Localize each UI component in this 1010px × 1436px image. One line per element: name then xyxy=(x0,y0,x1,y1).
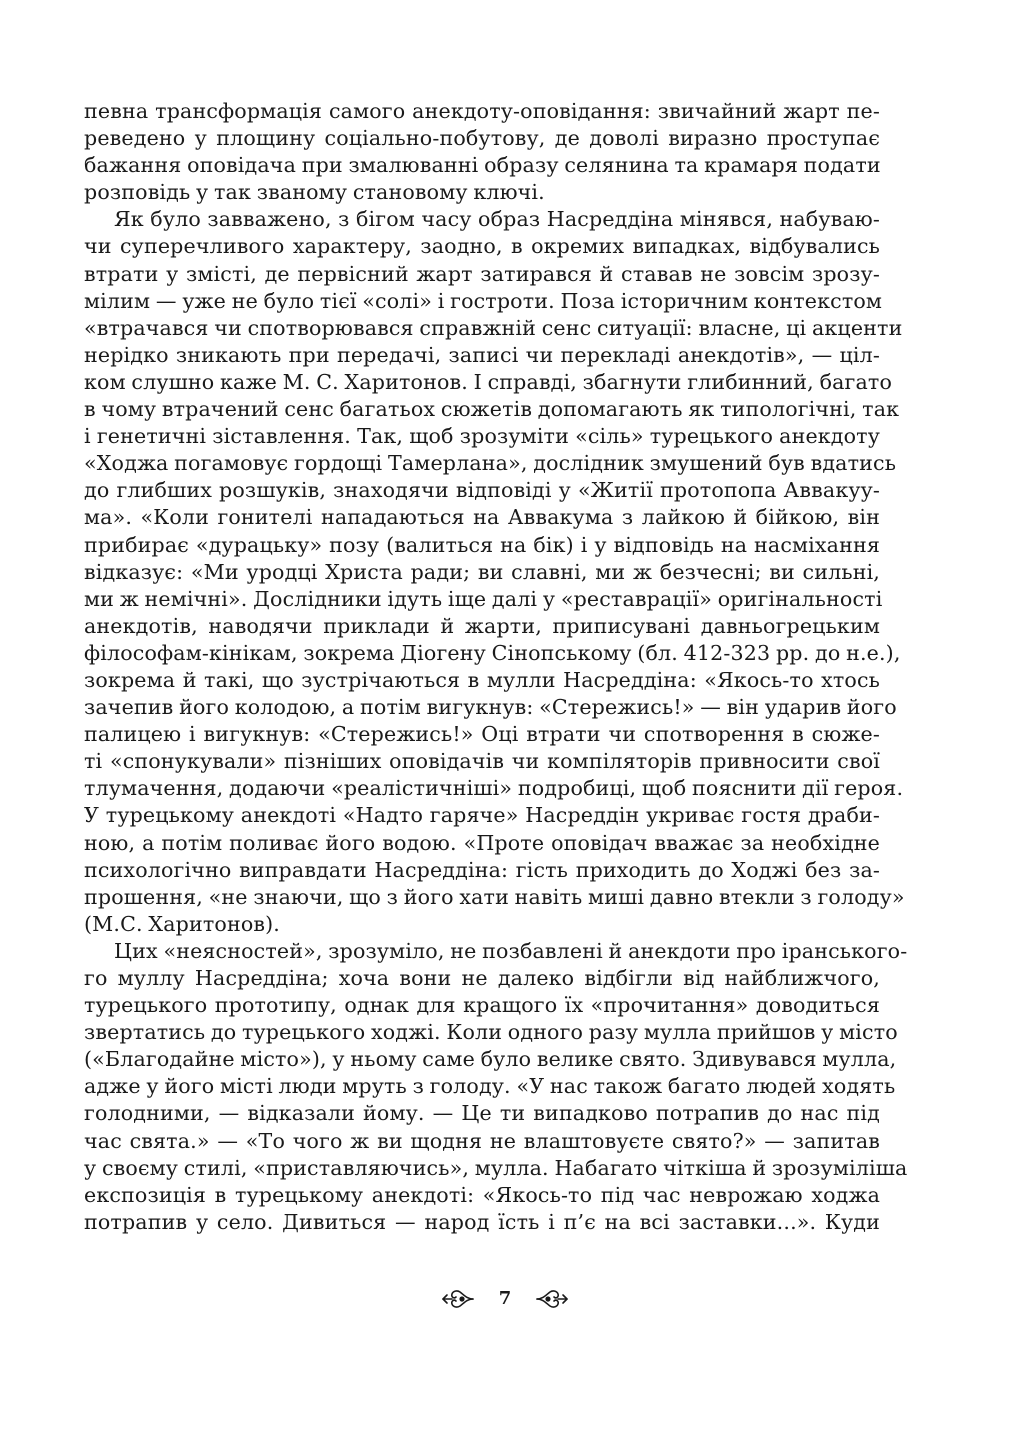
text-line: нерідко зникають при передачі, записі чи перекладі анекдотів», — ціл- xyxy=(84,342,880,367)
paragraph xyxy=(84,98,880,206)
text-line: бажання оповідача при змалюванні образу селянина та крамаря подати xyxy=(84,153,881,178)
text-line: ком слушно каже М. С. Харитонов. І справді, збагнути глибинний, багато xyxy=(84,369,892,394)
text-line: розповідь у так званому становому ключі. xyxy=(84,180,545,205)
paragraph xyxy=(84,206,905,938)
text-line: і генетичні зіставлення. Так, щоб зрозуміти «сіль» турецького анекдоту xyxy=(84,424,880,449)
text-line: у своєму стилі, «приставляючись», мулла. Набагато чіткіша й зрозуміліша xyxy=(84,1155,908,1180)
text-line: час свята.» — «То чого ж ви щодня не влаштовуєте свято?» — запитав xyxy=(84,1128,880,1153)
text-line: зокрема й такі, що зустрічаються в мулли Насреддіна: «Якось-то хтось xyxy=(84,667,880,692)
text-line: до глибших розшуків, знаходячи відповіді у «Житії протопопа Аввакуу- xyxy=(84,478,880,503)
text-line: чи суперечливого характеру, заодно, в окремих випадках, відбувались xyxy=(84,234,880,259)
text-line: в чому втрачений сенс багатьох сюжетів допомагають як типологічні, так xyxy=(84,397,900,422)
text-line: певна трансформація самого анекдоту-оповідання: звичайний жарт пе- xyxy=(84,99,880,123)
text-line: реведено у площину соціально-побутову, де доволі виразно проступає xyxy=(84,126,880,151)
text-line: ми ж немічні». Дослідники ідуть іще далі у «реставрації» оригінальності xyxy=(84,586,883,611)
text-line: експозиція в турецькому анекдоті: «Якось-то під час неврожаю ходжа xyxy=(84,1182,880,1207)
text-line: тлумачення, додаючи «реалістичніші» подробиці, щоб пояснити дії героя. xyxy=(84,776,904,801)
text-line: Як було завважено, з бігом часу образ Насреддіна мінявся, набуваю- xyxy=(114,207,880,232)
text-line: турецького прототипу, однак для кращого їх «прочитання» доводиться xyxy=(84,993,880,1018)
text-line: палицею і вигукнув: «Стережись!» Оці втрати чи спотворення в сюже- xyxy=(84,722,880,747)
text-line: прибирає «дурацьку» позу (валиться на бік) і у відповідь на насміхання xyxy=(84,532,880,557)
text-line: го муллу Насреддіна; хоча вони не далеко відбігли від найближчого, xyxy=(84,966,880,990)
page-number: 7 xyxy=(498,1288,512,1309)
text-line: втрати у змісті, де первісний жарт затирався й ставав не зовсім зрозу- xyxy=(84,261,880,286)
text-line: анекдотів, наводячи приклади й жарти, приписувані давньогрецьким xyxy=(84,613,880,638)
text-line: «Ходжа погамовує гордощі Тамерлана», дослідник змушений був вдатись xyxy=(84,451,897,476)
text-line: ною, а потім поливає його водою. «Проте оповідач вважає за необхідне xyxy=(84,830,880,855)
text-line: ті «спонукували» пізніших оповідачів чи компіляторів привносити свої xyxy=(84,749,880,774)
right-floral-ornament-icon xyxy=(535,1286,569,1312)
text-line: психологічно виправдати Насреддіна: гість приходить до Ходжі без за- xyxy=(84,857,880,882)
paragraph xyxy=(84,938,908,1236)
text-line: звертатись до турецького ходжі. Коли одного разу мулла прийшов у місто xyxy=(84,1020,898,1045)
text-line: У турецькому анекдоті «Надто гаряче» Насреддін укриває гостя драби- xyxy=(84,803,880,828)
page-footer xyxy=(0,1284,1010,1314)
text-line: адже у його місті люди мруть з голоду. «У нас також багато людей ходять xyxy=(84,1074,896,1099)
page-body xyxy=(84,98,908,1236)
text-line: Цих «неясностей», зрозуміло, не позбавлені й анекдоти про іранського- xyxy=(114,938,908,963)
text-line: (М.С. Харитонов). xyxy=(84,911,281,936)
text-line: ма». «Коли гонителі нападаються на Аввакума з лайкою й бійкою, він xyxy=(84,505,880,530)
text-line: «втрачався чи спотворювався справжній сенс ситуації: власне, ці акценти xyxy=(84,315,903,340)
left-floral-ornament-icon xyxy=(441,1286,475,1312)
text-line: відказує: «Ми уродці Христа ради; ви славні, ми ж безчесні; ви сильні, xyxy=(84,559,880,584)
text-line: зачепив його колодою, а потім вигукнув: «Стережись!» — він ударив його xyxy=(84,695,897,720)
text-line: потрапив у село. Дивиться — народ їсть і п’є на всі заставки...». Куди xyxy=(84,1209,880,1234)
text-line: («Благодайне місто»), у ньому саме було велике свято. Здивувався мулла, xyxy=(84,1047,897,1072)
text-line: мілим — уже не було тієї «солі» і гостроти. Поза історичним контекстом xyxy=(84,288,883,313)
text-line: прошення, «не знаючи, що з його хати навіть миші давно втекли з голоду» xyxy=(84,884,905,909)
text-line: філософам-кінікам, зокрема Діогену Сінопському (бл. 412-323 рр. до н.е.), xyxy=(84,640,901,665)
text-line: голодними, — відказали йому. — Це ти випадково потрапив до нас під xyxy=(84,1101,880,1126)
